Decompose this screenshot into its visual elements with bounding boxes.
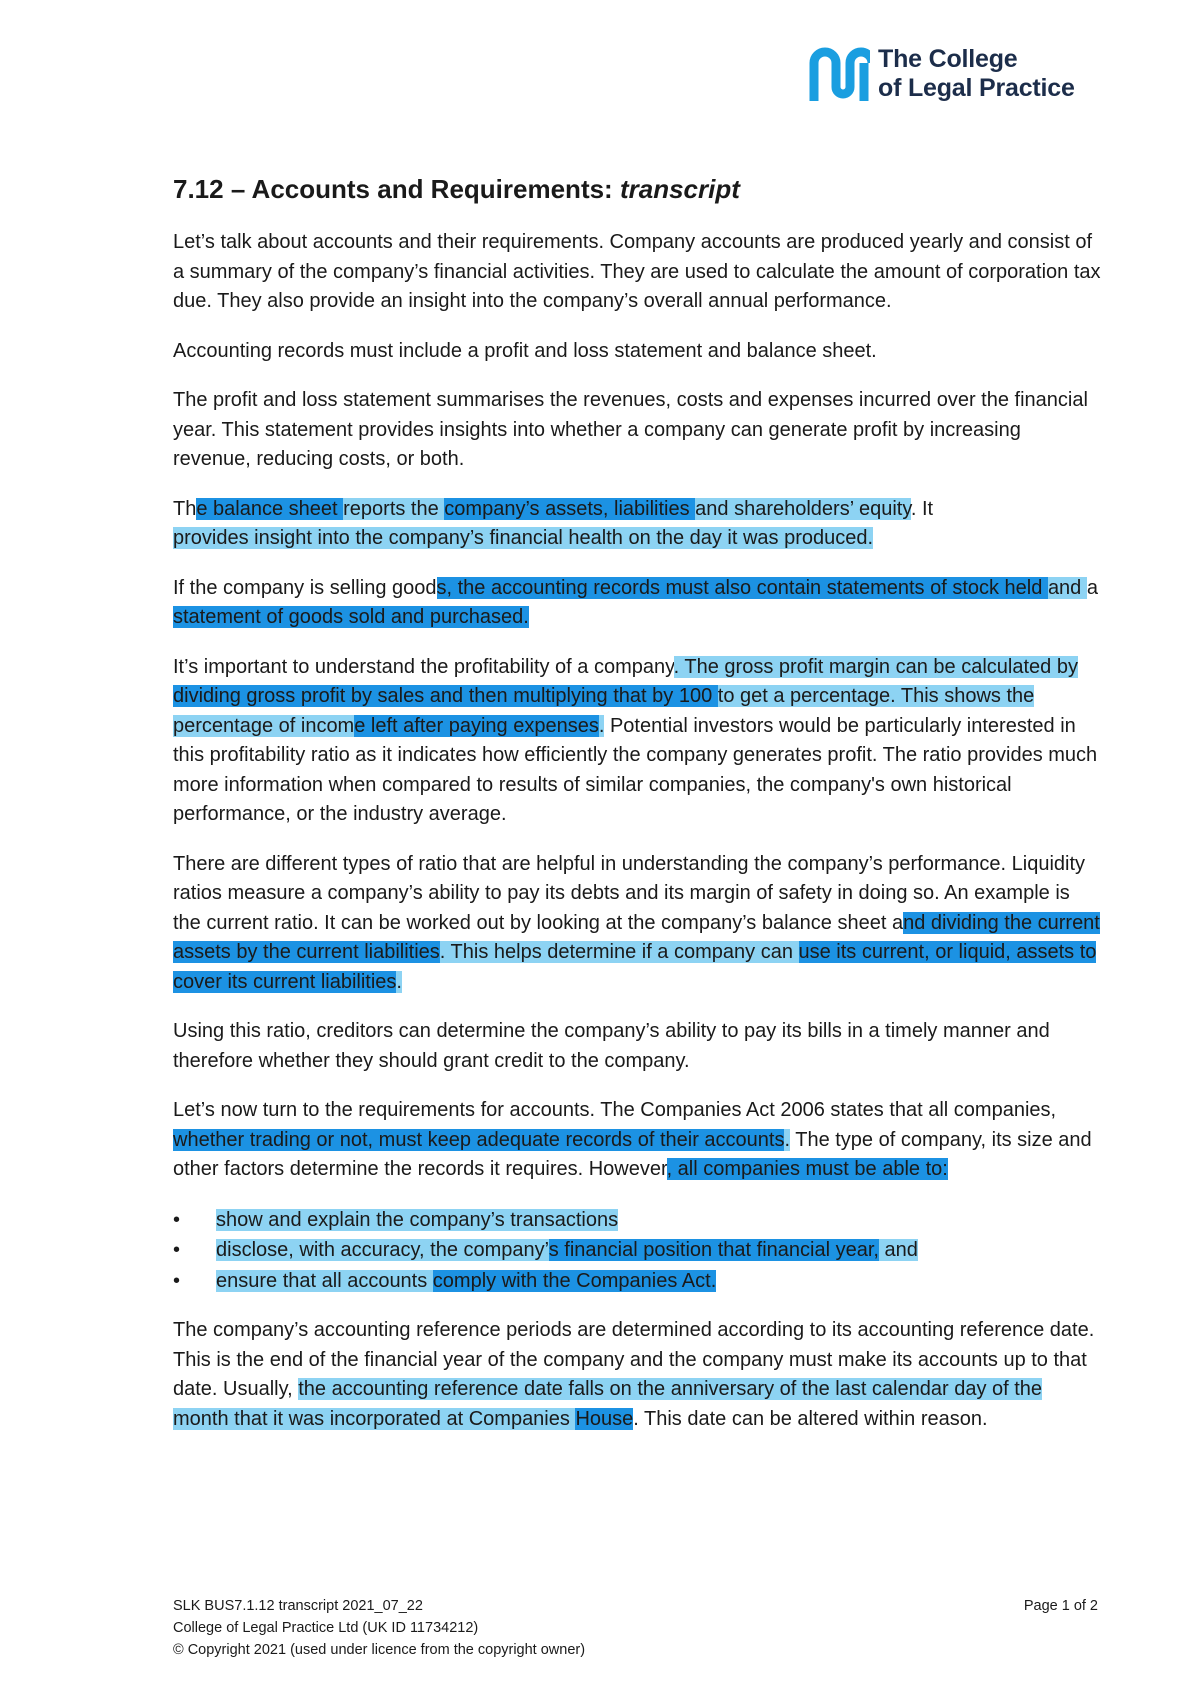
bullet-icon: • [173, 1269, 181, 1292]
highlight-light: and shareholders’ equity [695, 497, 911, 520]
paragraph-profit-loss: The profit and loss statement summarises the revenues, costs and expenses incurred over the financial year. This statement provides insights into whether a company can generate profit by increasing revenue, reducing costs, or both. [173, 389, 1088, 470]
paragraph-goods [173, 574, 1103, 633]
text-segment: Potential investors would be particularly interested in this profitability ratio as it indicates how efficiently the company generates profit. The ratio provides much more information when compared to results of similar companies, the company's own historical performance, or the industry average. [173, 714, 1098, 825]
list-item [173, 1235, 1103, 1266]
text-segment: a [1086, 576, 1098, 599]
highlight-dark: , all companies must be able to: [666, 1158, 948, 1180]
logo-wordmark [878, 45, 1075, 103]
logo-line-2: of Legal Practice [878, 74, 1075, 102]
highlight-dark: nd dividing the current assets by the current liabilities [173, 911, 1100, 963]
highlight-dark: e balance sheet [196, 497, 344, 520]
bullet-icon: • [173, 1208, 181, 1231]
text-segment: There are different types of ratio that are helpful in understanding the company’s performance. Liquidity ratios measure a company’s ability to pay its debts and its margin of safety in doing so. An example is the current ratio. It can be worked out by looking at the company’s balance sheet a [173, 852, 1086, 934]
highlight-dark: s, the accounting records must also contain statements of stock held [436, 576, 1048, 599]
bullet-icon: • [173, 1239, 181, 1261]
paragraph-records: Accounting records must include a profit and loss statement and balance sheet. [173, 339, 877, 362]
highlight-light: financial health on the day it was produced. [489, 527, 874, 549]
highlight-light: to get a percentage. This shows the percentage of incom [173, 685, 1035, 737]
highlight-light: . [598, 714, 605, 737]
highlight-dark: comply with the Companies Act. [432, 1269, 717, 1292]
highlight-light: show and explain the company’s transactions [216, 1208, 619, 1231]
highlight-dark: s financial position that financial year, [548, 1239, 879, 1261]
footer-copyright: © Copyright 2021 (used under licence from the copyright owner) [173, 1642, 586, 1658]
title-main: 7.12 – Accounts and Requirements: [173, 174, 620, 204]
college-logo [808, 42, 1075, 106]
highlight-dark: use its current, or liquid, assets to cover its current liabilities [173, 941, 1097, 993]
page-number: Page 1 of 2 [1023, 1598, 1098, 1614]
highlight-light: provides insight into the company’s [173, 527, 490, 549]
highlight-dark: whether trading or not, must keep adequate records of their accounts [173, 1128, 785, 1151]
highlight-light: the accounting reference date falls on the anniversary of the last calendar day of the month that it was incorporated at Companies [173, 1378, 1043, 1430]
text-segment: The type of company, its size and other factors determine the records it requires. However [173, 1128, 1092, 1180]
highlight-dark: statement of goods sold and purchased. [173, 606, 529, 628]
page-footer [173, 1595, 1098, 1661]
logo-line-1: The College [878, 45, 1018, 73]
highlight-light: ensure that all accounts [216, 1269, 433, 1292]
highlight-light: . The gross profit margin can be calculated by [673, 655, 1078, 678]
text-segment: If the company is selling good [173, 576, 437, 599]
document-body [173, 170, 1103, 1454]
highlight-dark: company’s assets, liabilities [444, 497, 696, 520]
text-segment: Th [173, 497, 197, 520]
highlight-light: reports the [343, 497, 445, 520]
highlight-dark: dividing gross profit by sales and then multiplying that by 100 [173, 685, 718, 707]
highlight-dark: e left after paying expenses [354, 714, 599, 737]
highlight-dark: House [575, 1407, 634, 1430]
list-item [173, 1266, 1103, 1297]
requirements-list [173, 1205, 1103, 1297]
paragraph-ratios [173, 850, 1103, 998]
paragraph-intro: Let’s talk about accounts and their requirements. Company accounts are produced yearly and consist of a summary of the company’s financial activities. They are used to calculate the amount of corporation tax due. They also provide an insight into the company’s overall annual performance. [173, 231, 1101, 312]
title-italic: transcript [619, 174, 740, 204]
highlight-light: disclose, with accuracy, the company’ [216, 1239, 549, 1261]
text-segment: The company’s accounting reference periods are determined according to its accounting reference date. This is the end of the financial year of the company and the company must make its accounts up to that date. Usually, [173, 1319, 1095, 1400]
footer-reference: SLK BUS7.1.12 transcript 2021_07_22 [173, 1598, 423, 1614]
paragraph-requirements [173, 1096, 1103, 1185]
highlight-light: . This helps determine if a company can [439, 941, 799, 963]
highlight-light: and [1047, 576, 1087, 599]
text-segment: Let’s now turn to the requirements for accounts. The Companies Act 2006 states that all companies, [173, 1099, 1057, 1121]
college-logo-icon [808, 43, 870, 105]
paragraph-balance-sheet [173, 495, 1103, 554]
list-item [173, 1205, 1103, 1236]
paragraph-profitability [173, 653, 1103, 830]
text-segment: It’s important to understand the profitability of a company [173, 655, 674, 678]
footer-company: College of Legal Practice Ltd (UK ID 11734212) [173, 1620, 479, 1636]
paragraph-reference-date [173, 1316, 1103, 1434]
highlight-light: and [878, 1239, 918, 1261]
highlight-light: . [784, 1128, 791, 1151]
highlight-light: . [396, 970, 402, 993]
text-segment: . This date can be altered within reason. [633, 1407, 988, 1430]
page-title [173, 170, 1103, 208]
text-segment: . It [910, 497, 934, 520]
paragraph-creditors: Using this ratio, creditors can determine the company’s ability to pay its bills in a timely manner and therefore whether they should grant credit to the company. [173, 1020, 1050, 1072]
